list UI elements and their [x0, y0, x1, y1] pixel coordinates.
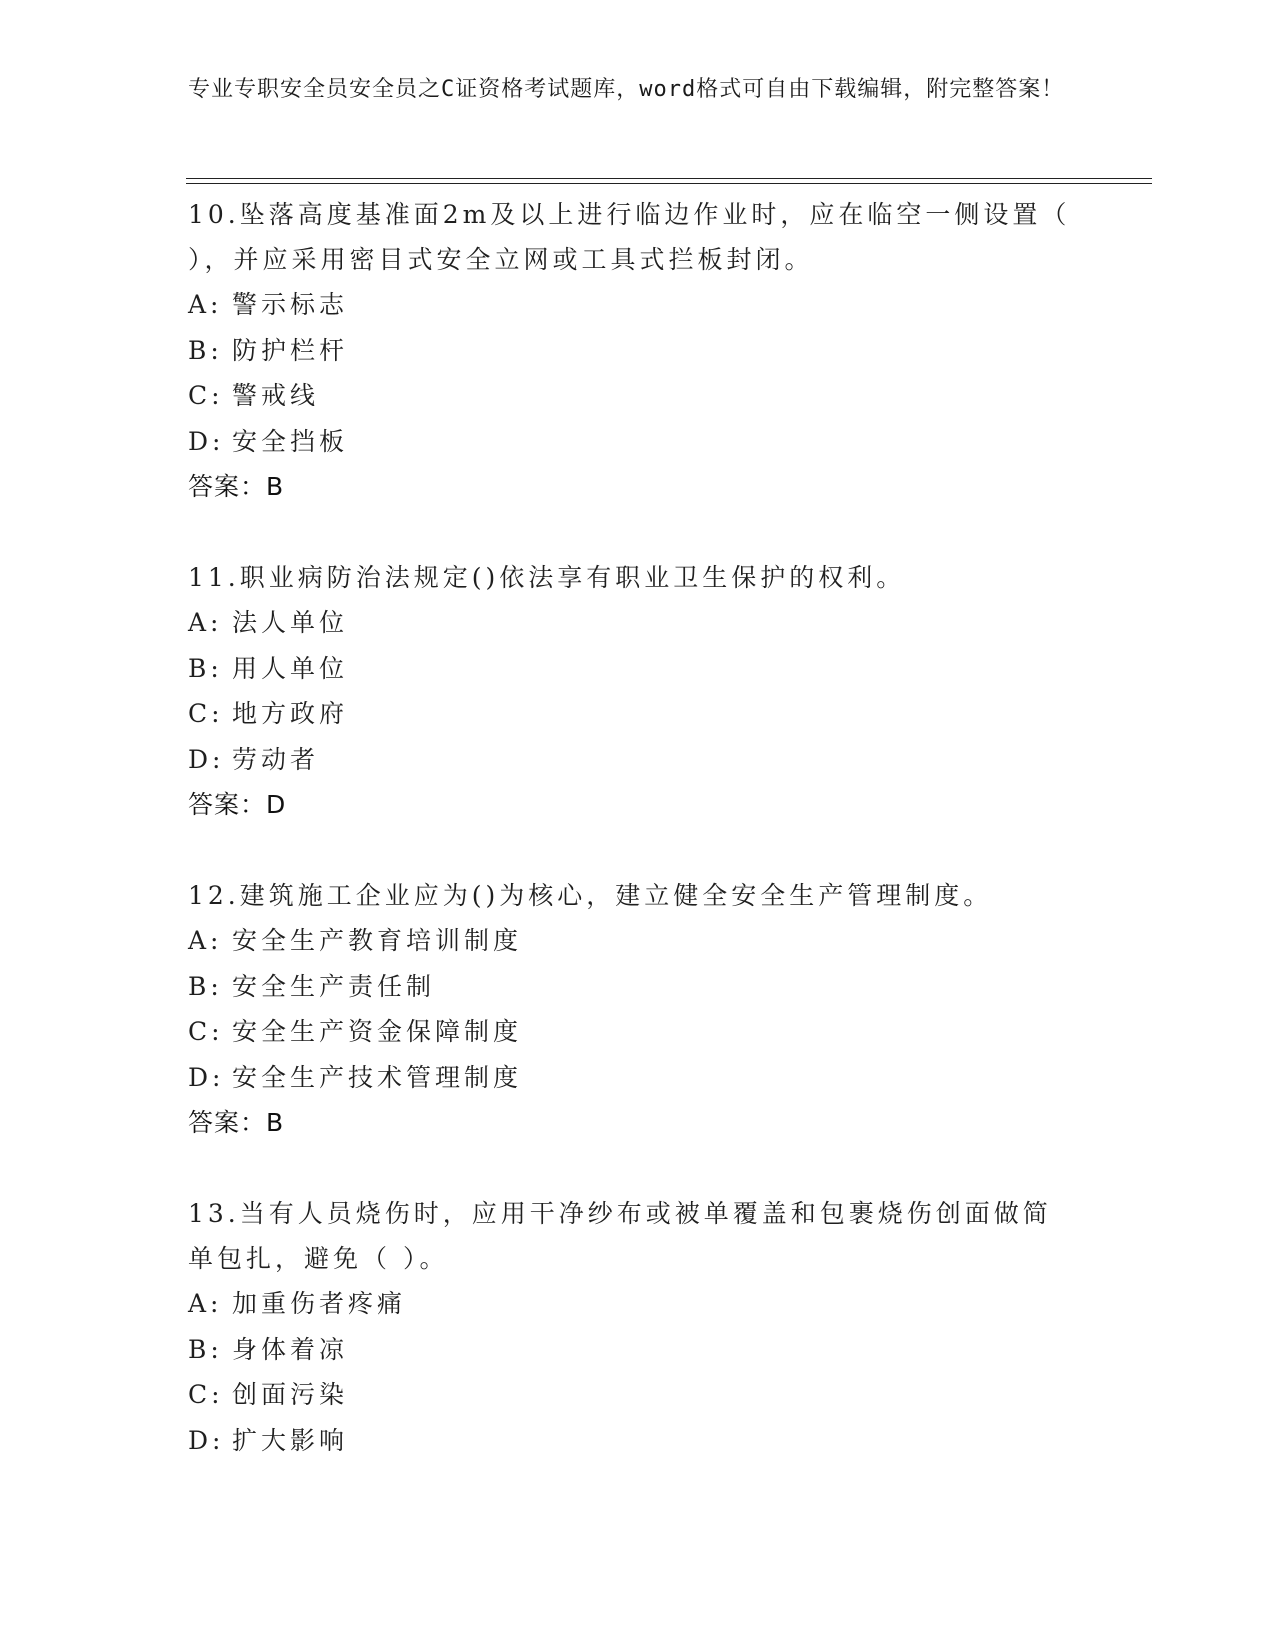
option-key: D:: [188, 1062, 225, 1092]
option-text: 安全生产教育培训制度: [232, 926, 523, 955]
question-stem: 11.职业病防治法规定()依法享有职业卫生保护的权利。: [188, 563, 906, 592]
option-d: [188, 1055, 1088, 1101]
option-key: B:: [188, 335, 223, 365]
answer-line: 答案：B: [188, 1108, 285, 1137]
question-item: [188, 873, 1088, 1145]
option-key: A:: [188, 290, 223, 319]
option-c: [188, 1372, 1088, 1418]
question-list: [188, 192, 1088, 1509]
option-text: 地方政府: [232, 699, 349, 728]
option-b: [188, 328, 1088, 374]
option-text: 加重伤者疼痛: [232, 1289, 407, 1318]
option-d: [188, 1418, 1088, 1464]
option-key: C:: [188, 1017, 224, 1046]
option-b: [188, 964, 1088, 1010]
option-text: 扩大影响: [232, 1425, 349, 1455]
option-text: 创面污染: [232, 1380, 349, 1409]
option-a: [188, 600, 1088, 646]
option-d: [188, 419, 1088, 465]
answer-line: 答案：B: [188, 472, 285, 501]
option-key: D:: [188, 744, 225, 774]
option-key: A:: [188, 926, 223, 955]
option-key: A:: [188, 1289, 223, 1318]
option-text: 身体着凉: [232, 1334, 349, 1364]
option-a: [188, 918, 1088, 964]
option-key: B:: [188, 653, 223, 683]
option-key: C:: [188, 381, 224, 410]
option-text: 用人单位: [232, 653, 349, 683]
question-item: [188, 1191, 1088, 1463]
option-c: [188, 1009, 1088, 1055]
question-stem: 10.坠落高度基准面2m及以上进行临边作业时，应在临空一侧设置（ ），并应采用密目式安全立网或工具式拦板封闭。: [188, 200, 1071, 274]
question-stem: 12.建筑施工企业应为()为核心，建立健全安全生产管理制度。: [188, 881, 993, 910]
question-item: [188, 192, 1088, 509]
document-header: 专业专职安全员安全员之C证资格考试题库，word格式可自由下载编辑，附完整答案！: [188, 77, 1065, 102]
option-b: [188, 646, 1088, 692]
option-key: C:: [188, 699, 224, 728]
option-text: 法人单位: [232, 608, 349, 637]
question-stem: 13.当有人员烧伤时，应用干净纱布或被单覆盖和包裹烧伤创面做简单包扎，避免（ ）。: [188, 1199, 1052, 1273]
option-key: B:: [188, 971, 223, 1001]
option-text: 安全生产技术管理制度: [232, 1062, 523, 1092]
option-key: C:: [188, 1380, 224, 1409]
option-c: [188, 691, 1088, 737]
option-a: [188, 1281, 1088, 1327]
option-c: [188, 373, 1088, 419]
option-key: A:: [188, 608, 223, 637]
header-divider-top: [186, 178, 1152, 179]
option-key: D:: [188, 426, 225, 456]
header-divider-bottom: [186, 183, 1152, 184]
option-text: 安全生产资金保障制度: [232, 1017, 523, 1046]
option-d: [188, 737, 1088, 783]
option-text: 警戒线: [232, 381, 320, 410]
option-a: [188, 282, 1088, 328]
option-b: [188, 1327, 1088, 1373]
option-text: 安全挡板: [232, 426, 349, 456]
option-text: 警示标志: [232, 290, 349, 319]
option-text: 防护栏杆: [232, 335, 349, 365]
option-key: D:: [188, 1425, 225, 1455]
answer-line: 答案：D: [188, 790, 287, 819]
option-text: 安全生产责任制: [232, 971, 436, 1001]
option-text: 劳动者: [232, 744, 320, 774]
option-key: B:: [188, 1334, 223, 1364]
question-item: [188, 555, 1088, 827]
